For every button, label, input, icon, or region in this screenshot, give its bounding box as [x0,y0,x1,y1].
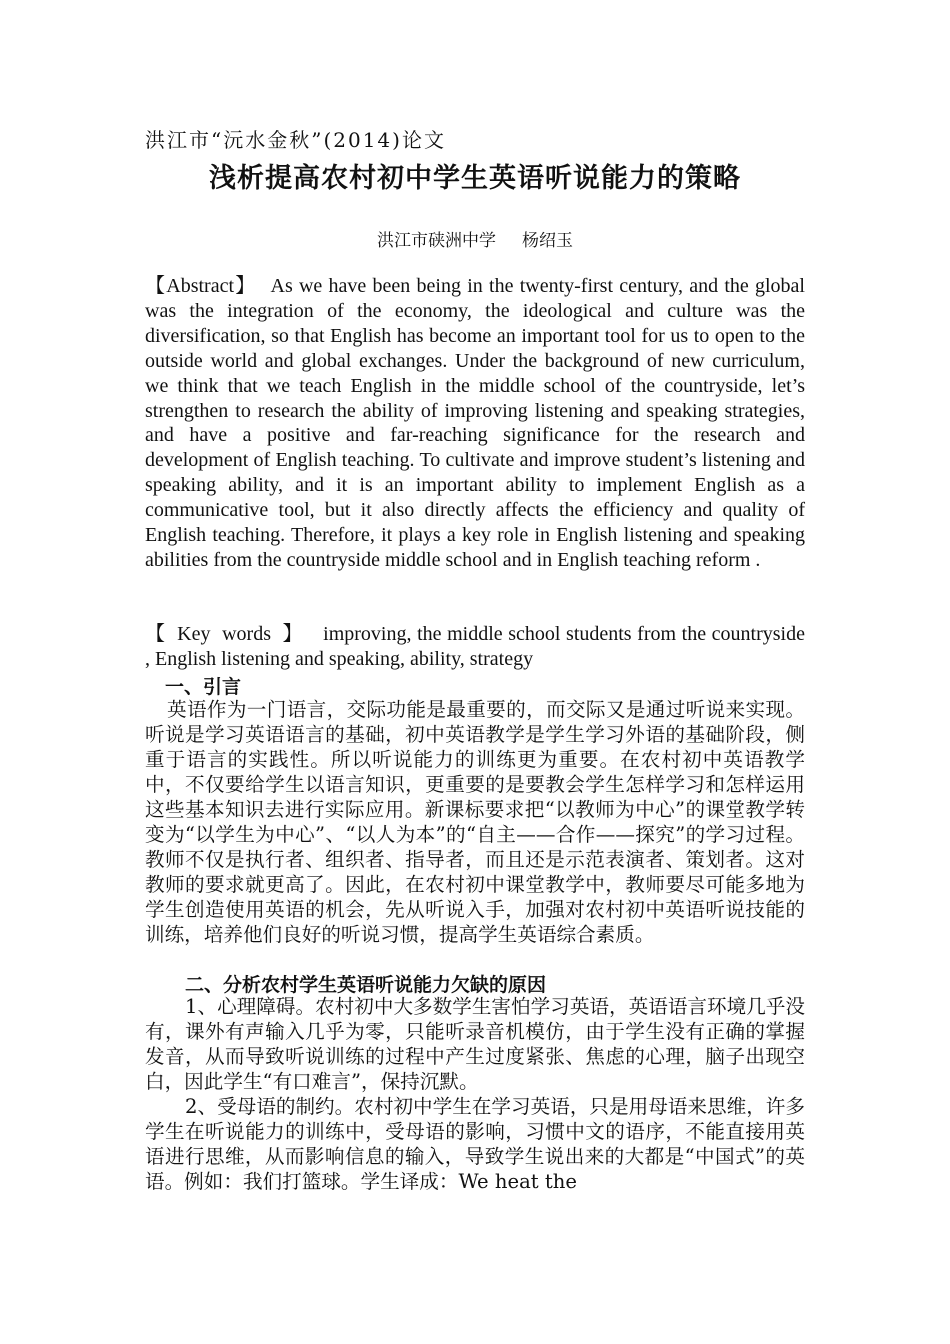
section-heading-causes: 二、分析农村学生英语听说能力欠缺的原因 [185,974,547,996]
paper-title: 浅析提高农村初中学生英语听说能力的策略 [209,163,741,194]
header-series-line: 洪江市“沅水金秋”(2014)论文 [145,128,446,152]
abstract-paragraph [145,274,805,573]
section-heading-introduction: 一、引言 [165,676,242,698]
author-name: 杨绍玉 [522,231,573,251]
keywords-text: improving, the middle school students from the countryside , English listening and speaking, ability, strategy [145,623,805,670]
causes-paragraph-1: 1、心理障碍。农村初中大多数学生害怕学习英语，英语语言环境几乎没有，课外有声输入几乎为零，只能听录音机模仿，由于学生没有正确的掌握发音，从而导致听说训练的过程中产生过度紧张、焦虑的心理，脑子出现空白，因此学生“有口难言”，保持沉默。 [145,995,805,1093]
causes-paragraph-2: 2、受母语的制约。农村初中学生在学习英语，只是用母语来思维，许多学生在听说能力的训练中，受母语的影响，习惯中文的语序，不能直接用英语进行思维，从而影响信息的输入，导致学生说出来的大都是“中国式”的英语。例如：我们打篮球。学生译成：We heat the [145,1095,805,1193]
keywords-paragraph [145,622,805,672]
keywords-label: 【 Key words 】 [145,623,304,645]
byline [0,226,950,251]
author-school: 洪江市硖洲中学 [377,231,496,251]
introduction-paragraph: 英语作为一门语言，交际功能是最重要的，而交际又是通过听说来实现。听说是学习英语语言的基础，初中英语教学是学生学习外语的基础阶段，侧重于语言的实践性。所以听说能力的训练更为重要。在农村初中英语教学中，不仅要给学生以语言知识，更重要的是要教会学生怎样学习和怎样运用这些基本知识去进行实际应用。新课标要求把“以教师为中心”的课堂教学转变为“以学生为中心”、“以人为本”的“自主——合作——探究”的学习过程。教师不仅是执行者、组织者、指导者，而且还是示范表演者、策划者。这对教师的要求就更高了。因此，在农村初中课堂教学中，教师要尽可能多地为学生创造使用英语的机会，先从听说入手，加强对农村初中英语听说技能的训练，培养他们良好的听说习惯，提高学生英语综合素质。 [145,698,805,946]
abstract-text: As we have been being in the twenty-first century, and the global was the integration of the economy, the ideological and culture was the diversification, so that English has become an important tool for us to open to the outside world and global exchanges. Under the background of new curriculum, we think that we teach English in the middle school of the countryside, let’s strengthen to research the ability of improving listening and speaking strategies, and have a positive and far-reaching significance for the research and development of English teaching. To cultivate and improve student’s listening and speaking ability, and it is an important ability to implement English as a communicative tool, but it also directly affects the efficiency and quality of English teaching. Therefore, it plays a key role in English listening and speaking abilities from the countryside middle school and in English teaching reform . [145,275,805,571]
abstract-label: 【Abstract】 [145,275,257,297]
